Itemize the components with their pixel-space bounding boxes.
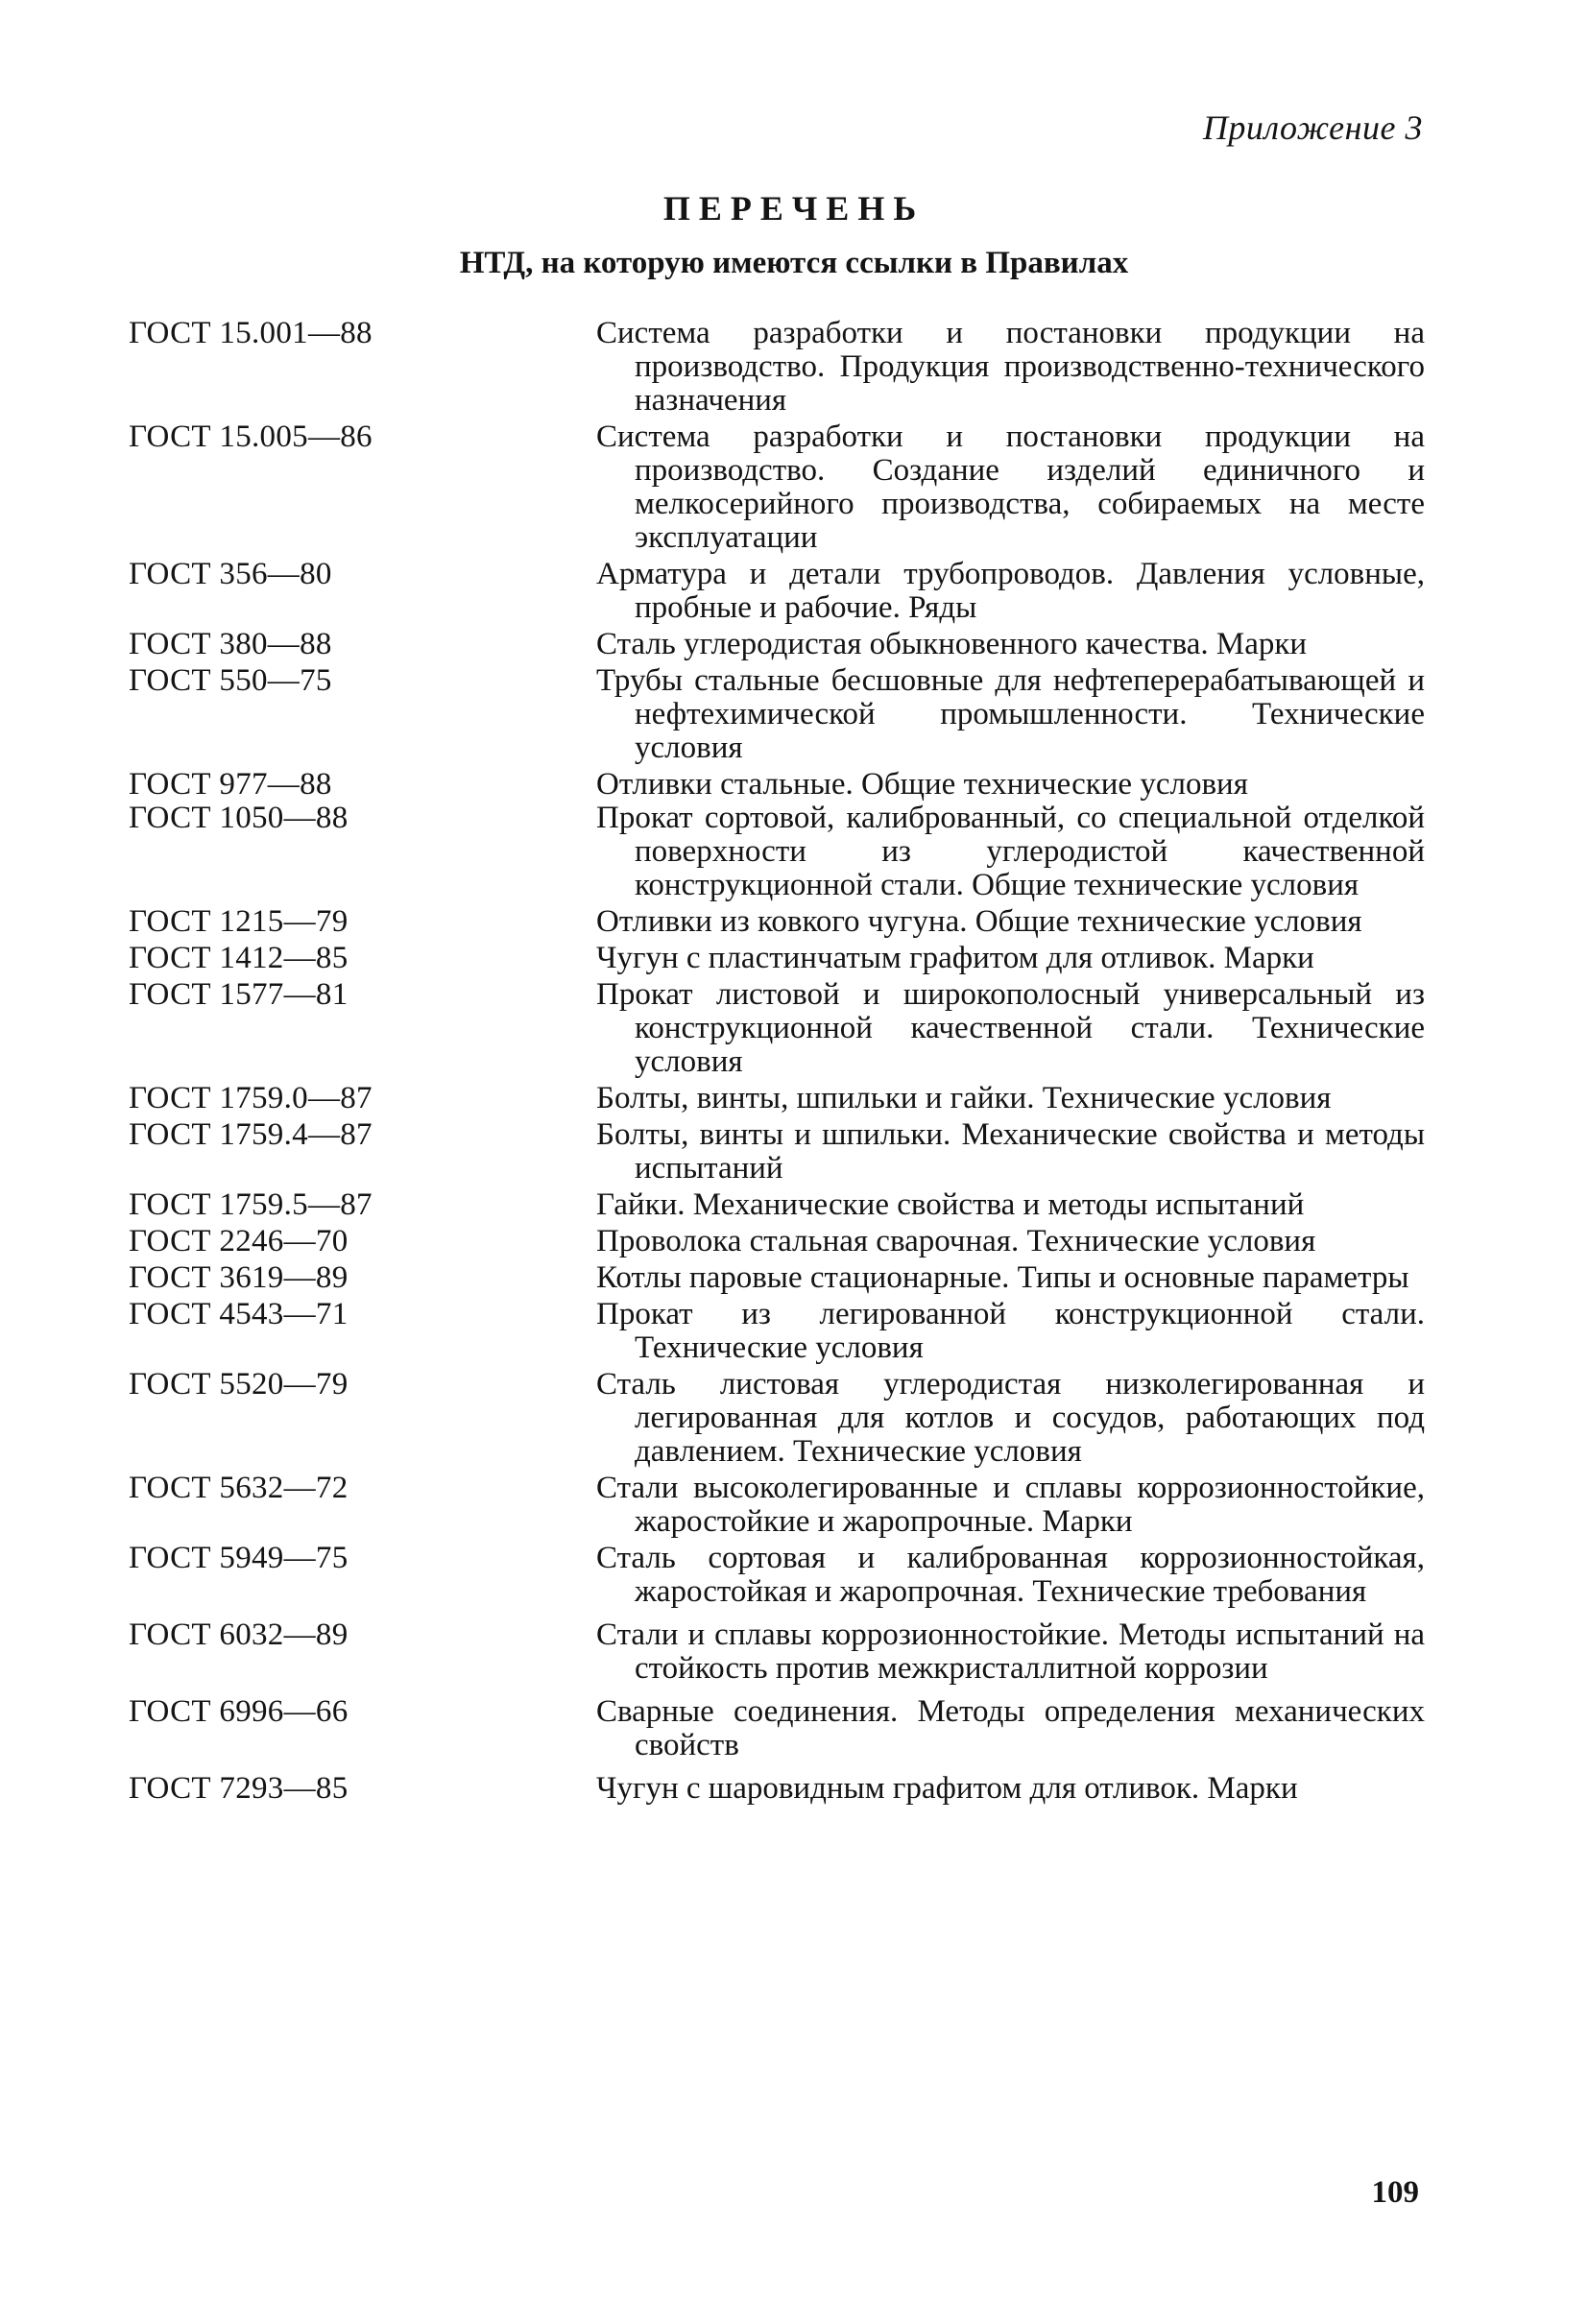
standard-code: ГОСТ 1759.4—87	[129, 1117, 373, 1152]
standard-code: ГОСТ 15.005—86	[129, 419, 373, 454]
page-number: 109	[1371, 2175, 1419, 2210]
list-item	[129, 1772, 1425, 1806]
list-item	[129, 664, 1425, 765]
standard-title: Гайки. Механические свойства и методы испытаний	[596, 1187, 1305, 1222]
list-item	[129, 802, 1425, 902]
list-item	[129, 1188, 1425, 1222]
standard-title: Болты, винты и шпильки. Механические свойства и методы испытаний	[596, 1117, 1425, 1186]
list-item	[129, 978, 1425, 1079]
list-item	[129, 1542, 1425, 1609]
standard-code: ГОСТ 1759.0—87	[129, 1081, 373, 1115]
standard-code: ГОСТ 1412—85	[129, 941, 349, 975]
list-item	[129, 1695, 1425, 1762]
standard-code: ГОСТ 5520—79	[129, 1367, 349, 1402]
standard-title: Сталь сортовая и калиброванная коррозионностойкая, жаростойкая и жаропрочная. Технические требования	[596, 1541, 1425, 1609]
list-item	[129, 942, 1425, 975]
standard-code: ГОСТ 3619—89	[129, 1260, 349, 1295]
list-item	[129, 1298, 1425, 1365]
standard-title: Сталь углеродистая обыкновенного качества. Марки	[596, 627, 1308, 661]
standard-code: ГОСТ 4543—71	[129, 1297, 349, 1331]
standard-title: Трубы стальные бесшовные для нефтеперерабатывающей и нефтехимической промышленности. Технические условия	[596, 663, 1425, 765]
standard-title: Проволока стальная сварочная. Технические условия	[596, 1224, 1316, 1258]
appendix-label: Приложение 3	[1202, 108, 1423, 147]
standards-list	[129, 317, 1425, 1806]
list-item	[129, 1368, 1425, 1469]
standard-title: Прокат из легированной конструкционной стали. Технические условия	[596, 1297, 1425, 1365]
standard-code: ГОСТ 380—88	[129, 627, 332, 661]
standard-code: ГОСТ 5632—72	[129, 1471, 349, 1505]
list-item	[129, 317, 1425, 418]
standard-code: ГОСТ 1050—88	[129, 801, 349, 835]
list-item	[129, 1618, 1425, 1686]
standard-code: ГОСТ 1577—81	[129, 977, 349, 1012]
list-item	[129, 1261, 1425, 1295]
standard-title: Система разработки и постановки продукции на производство. Продукция производственно-технического назначения	[596, 316, 1425, 418]
standard-title: Отливки из ковкого чугуна. Общие технические условия	[596, 904, 1362, 939]
list-item	[129, 558, 1425, 625]
standard-title: Котлы паровые стационарные. Типы и основные параметры	[596, 1260, 1409, 1295]
list-item	[129, 1118, 1425, 1186]
standard-code: ГОСТ 550—75	[129, 663, 332, 698]
standard-code: ГОСТ 6032—89	[129, 1617, 349, 1652]
standard-code: ГОСТ 2246—70	[129, 1224, 349, 1258]
standard-code: ГОСТ 7293—85	[129, 1771, 349, 1806]
list-item	[129, 420, 1425, 555]
standard-title: Арматура и детали трубопроводов. Давления условные, пробные и рабочие. Ряды	[596, 557, 1425, 625]
standard-title: Прокат листовой и широкополосный универсальный из конструкционной качественной стали. Технические условия	[596, 977, 1425, 1079]
standard-title: Чугун с пластинчатым графитом для отливок. Марки	[596, 941, 1314, 975]
standard-code: ГОСТ 1215—79	[129, 904, 349, 939]
list-item	[129, 905, 1425, 939]
list-item	[129, 1225, 1425, 1258]
standard-title: Чугун с шаровидным графитом для отливок. Марки	[596, 1771, 1298, 1806]
standard-code: ГОСТ 15.001—88	[129, 316, 373, 350]
standard-title: Болты, винты, шпильки и гайки. Технические условия	[596, 1081, 1332, 1115]
standard-title: Сварные соединения. Методы определения механических свойств	[596, 1694, 1425, 1762]
standard-code: ГОСТ 1759.5—87	[129, 1187, 373, 1222]
standard-title: Стали и сплавы коррозионностойкие. Методы испытаний на стойкость против межкристаллитной коррозии	[596, 1617, 1425, 1686]
standard-code: ГОСТ 356—80	[129, 557, 332, 591]
standard-code: ГОСТ 977—88	[129, 767, 332, 802]
standard-title: Отливки стальные. Общие технические условия	[596, 767, 1248, 802]
page-title: ПЕРЕЧЕНЬ	[662, 189, 926, 228]
standard-code: ГОСТ 6996—66	[129, 1694, 349, 1729]
standard-code: ГОСТ 5949—75	[129, 1541, 349, 1575]
list-item	[129, 1472, 1425, 1539]
list-item	[129, 768, 1425, 802]
standard-title: Прокат сортовой, калиброванный, со специальной отделкой поверхности из углеродистой качественной конструкционной стали. Общие технические условия	[596, 801, 1425, 902]
standard-title: Сталь листовая углеродистая низколегированная и легированная для котлов и сосудов, работающих под давлением. Технические условия	[596, 1367, 1425, 1469]
list-item	[129, 1082, 1425, 1115]
list-item	[129, 628, 1425, 661]
page-subtitle: НТД, на которую имеются ссылки в Правилах	[459, 246, 1129, 280]
standard-title: Стали высоколегированные и сплавы коррозионностойкие, жаростойкие и жаропрочные. Марки	[596, 1471, 1425, 1539]
standard-title: Система разработки и постановки продукции на производство. Создание изделий единичного и мелкосерийного производства, собираемых на месте эксплуатации	[596, 419, 1425, 555]
